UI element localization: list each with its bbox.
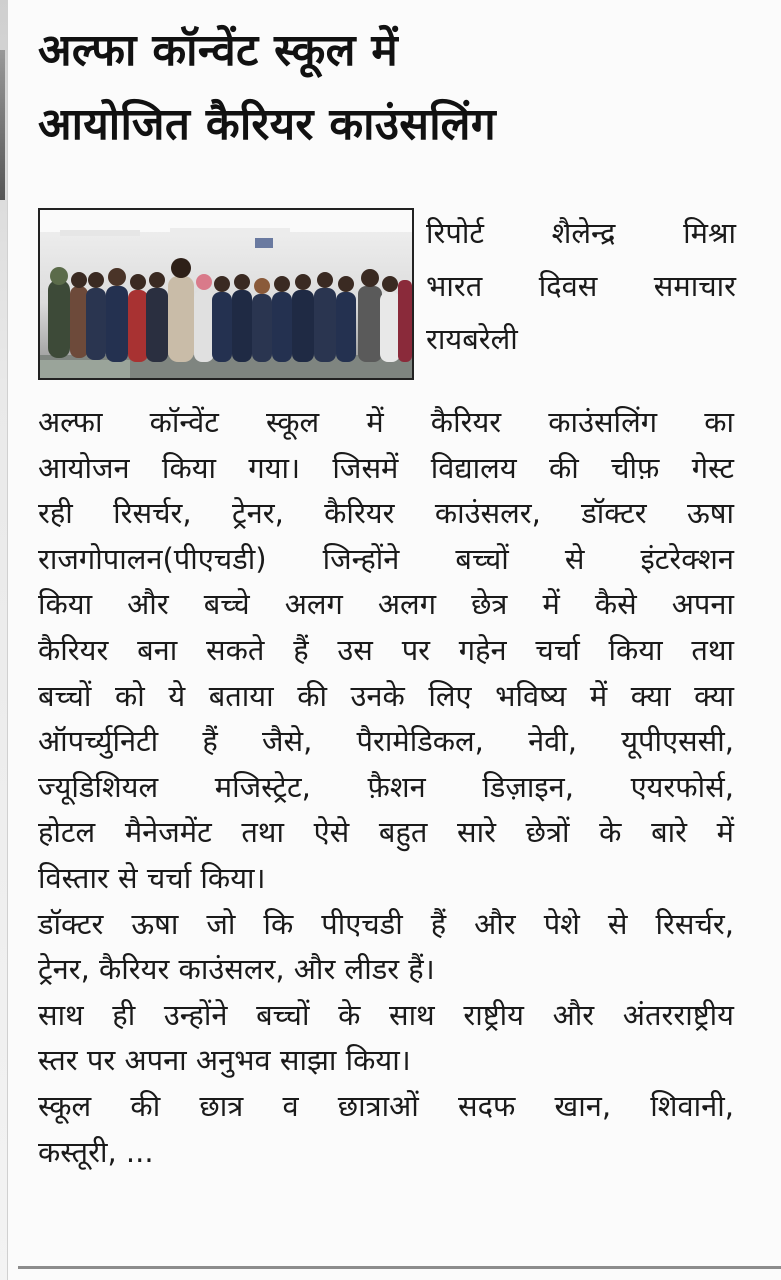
article-body <box>38 400 734 1175</box>
byline <box>426 207 736 366</box>
group-photo <box>38 208 414 380</box>
byline-reporter: रिपोर्ट शैलेन्द्र मिश्रा <box>426 216 736 250</box>
article-line: बच्चों को ये बताया की उनके लिए भविष्य में क्या क्या <box>38 678 734 713</box>
article-line: किया और बच्चे अलग अलग छेत्र में कैसे अपना <box>38 587 734 622</box>
bottom-divider <box>18 1266 781 1269</box>
article-line: ट्रेनर, कैरियर काउंसलर, और लीडर हैं। <box>38 952 435 987</box>
article-line: स्तर पर अपना अनुभव साझा किया। <box>38 1043 411 1078</box>
article-line: ज्यूडिशियल मजिस्ट्रेट, फ़ैशन डिज़ाइन, एयरफोर्स, <box>38 769 734 804</box>
article-line: साथ ही उन्होंने बच्चों के साथ राष्ट्रीय और अंतरराष्ट्रीय <box>38 997 734 1032</box>
headline <box>38 14 758 162</box>
screen-left-edge <box>0 0 8 1280</box>
article-line: कैरियर बना सकते हैं उस पर गहेन चर्चा किया तथा <box>38 632 734 667</box>
article-line: रही रिसर्चर, ट्रेनर, कैरियर काउंसलर, डॉक्टर ऊषा <box>38 496 734 531</box>
article-line: विस्तार से चर्चा किया। <box>38 860 266 895</box>
article-line: डॉक्टर ऊषा जो कि पीएचडी हैं और पेशे से रिसर्चर, <box>38 906 734 941</box>
article-line: ऑपर्च्युनिटी हैं जैसे, पैरामेडिकल, नेवी, यूपीएससी, <box>38 724 734 759</box>
article-line: राजगोपालन(पीएचडी) जिन्होंने बच्चों से इंटरेक्शन <box>38 541 734 576</box>
article-line: आयोजन किया गया। जिसमें विद्यालय की चीफ़ गेस्ट <box>38 450 734 485</box>
headline-line-1: अल्फा कॉन्वेंट स्कूल में <box>38 25 399 76</box>
article-line: होटल मैनेजमेंट तथा ऐसे बहुत सारे छेत्रों के बारे में <box>38 815 734 850</box>
article-line: स्कूल की छात्र व छात्राओं सदफ खान, शिवानी, <box>38 1088 734 1123</box>
left-edge-shadow <box>0 50 5 200</box>
article-line: कस्तूरी, ... <box>38 1134 154 1169</box>
byline-publication: भारत दिवस समाचार <box>426 269 736 303</box>
article-line: अल्फा कॉन्वेंट स्कूल में कैरियर काउंसलिंग का <box>38 405 734 439</box>
byline-location: रायबरेली <box>426 322 518 356</box>
headline-line-2: आयोजित कैरियर काउंसलिंग <box>38 99 496 150</box>
